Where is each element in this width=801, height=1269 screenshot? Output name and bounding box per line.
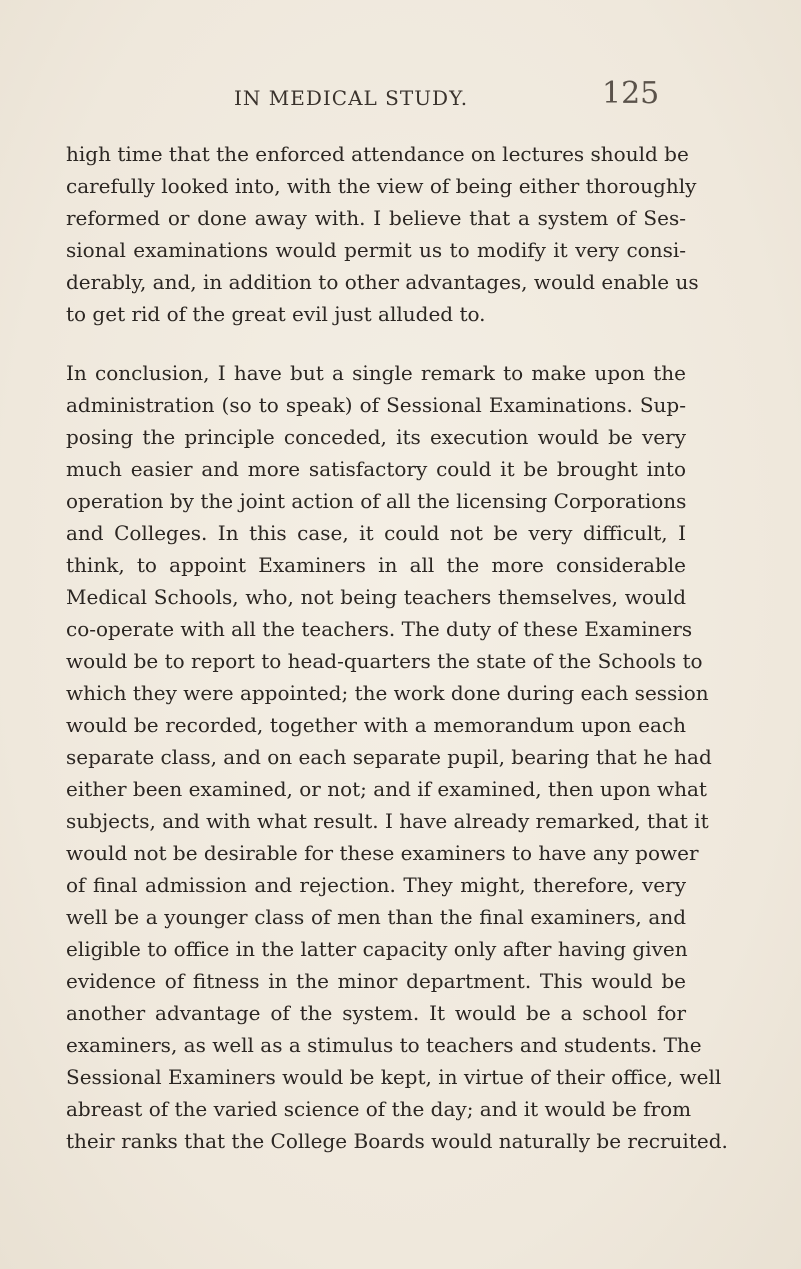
text-line: Medical Schools, who, not being teachers themselves, would — [66, 585, 686, 609]
text-line: would be to report to head-quarters the state of the Schools to — [66, 649, 703, 673]
text-line: co-operate with all the teachers. The duty of these Examiners — [66, 617, 693, 641]
text-line: much easier and more satisfactory could it be brought into — [66, 457, 686, 481]
page-number: 125 — [602, 76, 660, 111]
text-line: carefully looked into, with the view of being either thoroughly — [66, 174, 697, 198]
text-line: their ranks that the College Boards would naturally be recruited. — [66, 1129, 728, 1153]
text-line: separate class, and on each separate pupil, bearing that he had — [66, 745, 712, 769]
text-line: posing the principle conceded, its execution would be very — [66, 425, 686, 449]
text-line: operation by the joint action of all the licensing Corporations — [66, 489, 687, 513]
text-line: administration (so to speak) of Sessional Examinations. Sup- — [66, 393, 686, 417]
text-line: think, to appoint Examiners in all the more considerable — [66, 553, 686, 577]
text-line: of final admission and rejection. They might, therefore, very — [66, 873, 686, 897]
text-line: either been examined, or not; and if examined, then upon what — [66, 777, 707, 801]
text-line: Sessional Examiners would be kept, in virtue of their office, well — [66, 1065, 722, 1089]
paragraph-1 — [66, 138, 699, 330]
text-line: In conclusion, I have but a single remark to make upon the — [66, 361, 686, 385]
text-line: examiners, as well as a stimulus to teachers and students. The — [66, 1033, 702, 1057]
text-line: reformed or done away with. I believe that a system of Ses- — [66, 206, 686, 230]
text-line: and Colleges. In this case, it could not be very difficult, I — [66, 521, 686, 545]
paragraph-2 — [66, 357, 728, 1157]
text-line: sional examinations would permit us to modify it very consi- — [66, 238, 686, 262]
text-line: derably, and, in addition to other advantages, would enable us — [66, 270, 699, 294]
text-line: well be a younger class of men than the final examiners, and — [66, 905, 686, 929]
text-line: evidence of fitness in the minor department. This would be — [66, 969, 686, 993]
running-head-title: IN MEDICAL STUDY. — [234, 86, 469, 110]
text-line: eligible to office in the latter capacity only after having given — [66, 937, 688, 961]
text-line: to get rid of the great evil just alluded to. — [66, 302, 486, 326]
text-line: abreast of the varied science of the day; and it would be from — [66, 1097, 692, 1121]
text-line: subjects, and with what result. I have already remarked, that it — [66, 809, 709, 833]
text-line: high time that the enforced attendance on lectures should be — [66, 142, 689, 166]
text-line: would not be desirable for these examiners to have any power — [66, 841, 699, 865]
text-line: another advantage of the system. It would be a school for — [66, 1001, 686, 1025]
text-line: would be recorded, together with a memorandum upon each — [66, 713, 686, 737]
text-line: which they were appointed; the work done during each session — [66, 681, 709, 705]
